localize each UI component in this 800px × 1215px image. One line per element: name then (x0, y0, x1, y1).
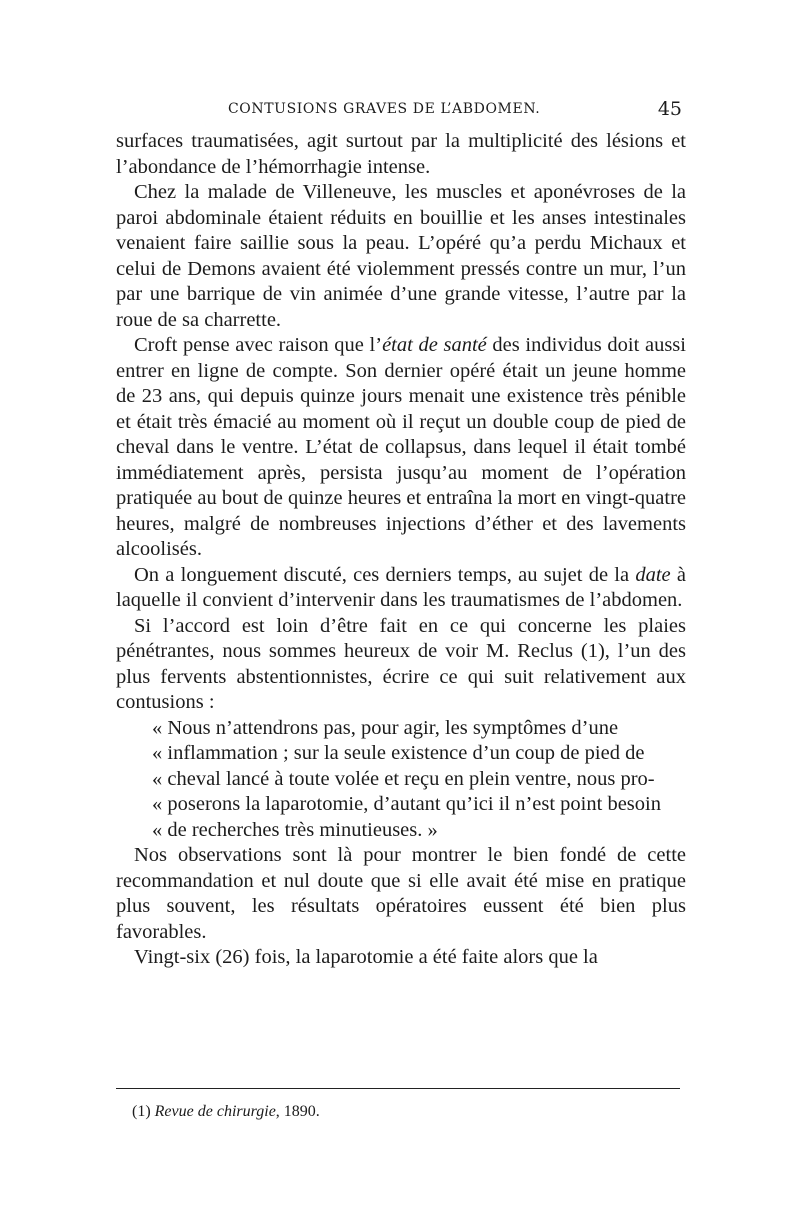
quote-line: « de recherches très minutieuses. » (152, 818, 438, 841)
paragraph-3-emphasis: état de santé (382, 334, 487, 356)
running-title: CONTUSIONS GRAVES DE L’ABDOMEN. (228, 101, 541, 117)
footnote-marker: (1) (132, 1103, 151, 1120)
footnote-year: , 1890. (275, 1103, 320, 1120)
paragraph-6: Nos observations sont là pour montrer le bien fondé de cette recommandation et nul doute que si elle avait été mise en pratique plus souvent, les résultats opératoires eussent été bien plus favorables. (116, 844, 686, 943)
paragraph-4-start: On a longuement discuté, ces derniers temps, au sujet de la (134, 563, 636, 586)
running-header (116, 98, 686, 122)
footnote (132, 1102, 672, 1122)
quote-line: « cheval lancé à toute volée et reçu en plein ventre, nous pro- (152, 767, 655, 790)
paragraph-3-start: Croft pense avec raison que l’ (134, 334, 383, 356)
quote-line: « poserons la laparotomie, d’autant qu’ici il n’est point besoin (152, 793, 661, 815)
paragraph-4-emphasis: date (635, 563, 671, 586)
footnote-divider (116, 1088, 680, 1089)
paragraph-7: Vingt-six (26) fois, la laparotomie a été faite alors que la (134, 946, 598, 968)
paragraph-2: Chez la malade de Villeneuve, les muscles et aponévroses de la paroi abdominale étaient réduits en bouillie et les anses intestinales venaient faire saillie sous la peau. L’opéré qu’a perdu Michaux et celui de Demons avaient été violemment pressés contre un mur, l’un par une barrique de vin animée d’une grande vitesse, l’autre par la roue de sa charrette. (116, 181, 686, 331)
footnote-source: Revue de chirurgie (154, 1103, 276, 1120)
paragraph-3 (116, 333, 686, 563)
paragraph-4 (116, 563, 686, 614)
paragraph-3-rest: des individus doit aussi entrer en ligne de compte. Son dernier opéré était un jeune homme de 23 ans, qui depuis quinze jours menait une existence très pénible et était très émacié au moment où il reçut un double coup de pied de cheval dans le ventre. L’état de collapsus, dans lequel il était tombé immédiatement après, persista jusqu’au moment de l’opération pratiquée au bout de quinze heures et entraîna la mort en vingt-quatre heures, malgré de nombreuses injections d’éther et des lavements alcoolisés. (116, 334, 686, 560)
paragraph-4-rest: à laquelle il convient d’intervenir dans les traumatismes de l’abdomen. (116, 563, 686, 611)
quote-line: « inflammation ; sur la seule existence d’un coup de pied de (152, 742, 645, 764)
paragraph-1: surfaces traumatisées, agit surtout par la multiplicité des lésions et l’abondance de l’hémorrhagie intense. (116, 130, 686, 178)
quote-line: « Nous n’attendrons pas, pour agir, les symptômes d’une (152, 716, 619, 739)
body-text (116, 129, 686, 971)
paragraph-5: Si l’accord est loin d’être fait en ce qui concerne les plaies pénétrantes, nous sommes heureux de voir M. Reclus (1), l’un des plus fervents abstentionnistes, écrire ce qui suit relativement aux contusions : (116, 614, 686, 713)
page-number: 45 (657, 98, 682, 120)
